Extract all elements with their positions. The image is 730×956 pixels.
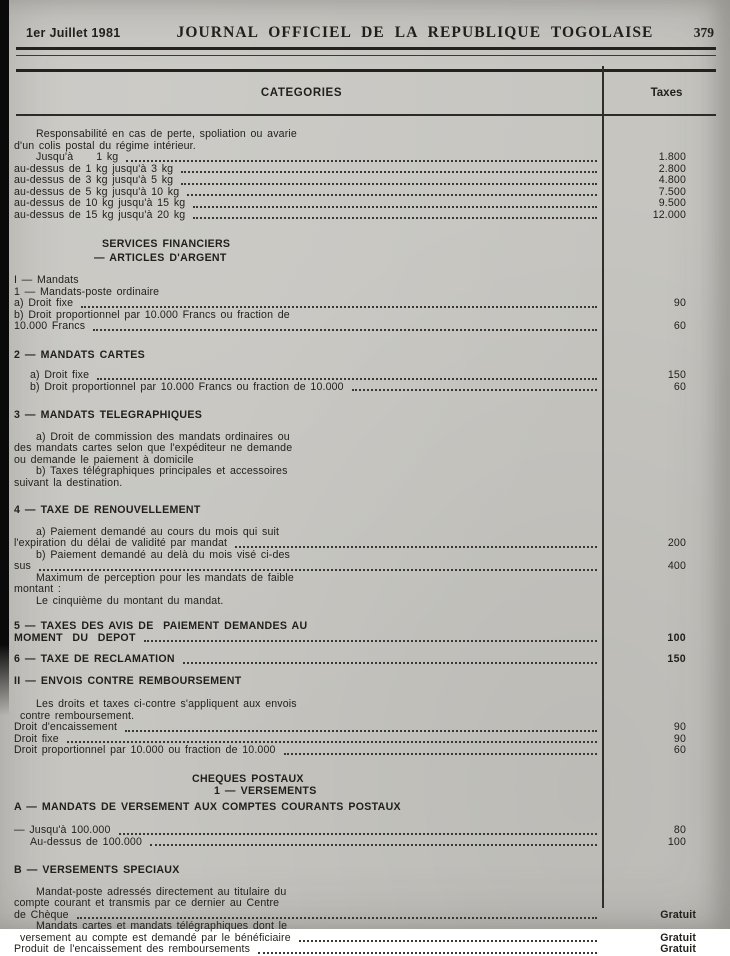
masthead-rule: [16, 47, 716, 56]
table-row: [0, 745, 730, 757]
table-row: [0, 321, 730, 333]
row-text: 1 — Mandats-poste ordinaire: [14, 285, 160, 298]
row-value: 9.500: [658, 197, 686, 209]
row-value: 80: [673, 824, 686, 836]
row-value: 60: [673, 744, 686, 756]
row-text: 5 — TAXES DES AVIS DE PAIEMENT DEMANDES AU: [14, 620, 308, 632]
table-row: [0, 298, 730, 310]
row-text: d'un colis postal du régime intérieur.: [14, 139, 196, 152]
table-row: [0, 370, 730, 382]
row-text: suivant la destination.: [14, 476, 123, 489]
row-text: Responsabilité en cas de perte, spoliation ou avarie: [36, 128, 297, 140]
row-value: 100: [667, 631, 686, 644]
table-row: [0, 466, 730, 478]
row-text: Droit fixe: [14, 732, 59, 745]
row-value: 90: [673, 721, 686, 733]
dotted-leader: [144, 640, 597, 642]
row-value: 90: [673, 297, 686, 309]
dotted-leader: [193, 217, 597, 219]
row-text: Maximum de perception pour les mandats de faible: [36, 571, 294, 584]
page-header: [0, 0, 730, 42]
table-row: [0, 505, 730, 517]
row-text: — ARTICLES D'ARGENT: [94, 251, 227, 264]
row-text: Droit proportionnel par 10.000 ou fraction de 10.000: [14, 744, 276, 756]
row-text: Mandat-poste adressés directement au titulaire du: [36, 885, 287, 898]
row-value: 150: [667, 653, 686, 665]
table-row: [0, 410, 730, 422]
row-text: Les droits et taxes ci-contre s'appliquent aux envois: [36, 698, 297, 710]
row-text: l'expiration du délai de validité par mandat: [14, 537, 228, 549]
table-row: [0, 837, 730, 849]
row-text: MOMENT DU DEPOT: [14, 631, 136, 644]
table-row: [0, 443, 730, 455]
dotted-leader: [258, 952, 597, 954]
dotted-leader: [352, 389, 597, 391]
row-text: compte courant et transmis par ce dernier au Centre: [14, 897, 280, 909]
row-value: 90: [673, 732, 686, 745]
dotted-leader: [81, 306, 597, 308]
table-row: [0, 382, 730, 394]
row-text: Jusqu'à 1 kg: [36, 151, 119, 163]
scan-gutter: [0, 0, 9, 716]
column-divider: [602, 66, 604, 908]
row-text: b) Droit proportionnel par 10.000 Francs ou fraction de: [14, 308, 290, 321]
row-text: II — ENVOIS CONTRE REMBOURSEMENT: [14, 674, 242, 687]
dotted-leader: [181, 183, 597, 185]
row-value: 60: [673, 380, 686, 393]
table-row: [0, 944, 730, 956]
row-text: B — VERSEMENTS SPECIAUX: [14, 864, 180, 876]
table-body: [0, 116, 730, 956]
row-text: ou demande le paiement à domicile: [14, 453, 194, 466]
row-value: 1.800: [658, 151, 686, 163]
row-text: contre remboursement.: [20, 709, 135, 722]
row-text: Mandats cartes et mandats télégraphiques dont le: [36, 920, 288, 932]
row-value: Gratuit: [660, 943, 696, 955]
row-text: au-dessus de 3 kg jusqu'à 5 kg: [14, 174, 174, 186]
row-text: b) Taxes télégraphiques principales et accessoires: [36, 465, 288, 477]
table-row: [0, 478, 730, 490]
dotted-leader: [150, 844, 597, 846]
table-row: [0, 198, 730, 210]
row-text: de Chèque: [14, 908, 69, 921]
dotted-leader: [126, 160, 597, 162]
table-row: [0, 802, 730, 814]
row-text: a) Droit de commission des mandats ordinaires ou: [36, 430, 290, 443]
table-row: [0, 633, 730, 645]
table-row: [0, 921, 730, 933]
row-text: 6 — TAXE DE RECLAMATION: [14, 653, 175, 665]
row-text: versement au compte est demandé par le bénéficiaire: [20, 931, 291, 944]
categories-column-header: CATEGORIES: [260, 87, 343, 99]
row-text: a) Droit fixe: [30, 369, 90, 381]
row-text: sus: [14, 560, 31, 572]
table-row: [0, 210, 730, 222]
row-value: 200: [667, 537, 686, 549]
table-row: [0, 786, 730, 798]
row-value: Gratuit: [660, 931, 696, 944]
row-text: 4 — TAXE DE RENOUVELLEMENT: [14, 504, 201, 516]
dotted-leader: [125, 730, 597, 732]
table-column-headers: [0, 72, 730, 114]
row-text: a) Droit fixe: [14, 297, 74, 309]
row-text: au-dessus de 5 kg jusqu'à 10 kg: [14, 185, 180, 198]
row-text: b) Droit proportionnel par 10.000 Francs ou fraction de 10.000: [30, 380, 344, 393]
table-row: [0, 561, 730, 573]
row-text: au-dessus de 15 kg jusqu'à 20 kg: [14, 208, 186, 221]
dotted-leader: [93, 329, 597, 331]
row-text: 10.000 Francs: [14, 320, 86, 332]
dotted-leader: [39, 569, 597, 571]
table-row: [0, 175, 730, 187]
table-row: [0, 699, 730, 711]
row-value: 4.800: [658, 174, 686, 186]
table-row: [0, 310, 730, 322]
row-text: au-dessus de 1 kg jusqu'à 3 kg: [14, 162, 174, 175]
table-row: [0, 774, 730, 786]
table-row: [0, 275, 730, 287]
row-text: Droit d'encaissement: [14, 721, 118, 733]
table-row: [0, 129, 730, 141]
row-text: 2 — MANDATS CARTES: [14, 348, 145, 361]
row-value: 12.000: [652, 208, 686, 221]
row-value: 2.800: [658, 162, 686, 175]
dotted-leader: [97, 378, 597, 380]
table-row: [0, 621, 730, 633]
table-row: [0, 538, 730, 550]
row-text: Le cinquième du montant du mandat.: [36, 594, 224, 607]
table-row: [0, 865, 730, 877]
issue-date: 1er Juillet 1981: [26, 26, 121, 40]
journal-title: JOURNAL OFFICIEL DE LA REPUBLIQUE TOGOLAISE: [176, 24, 654, 41]
dotted-leader: [183, 662, 597, 664]
dotted-leader: [235, 546, 597, 548]
row-value: 60: [673, 320, 686, 332]
row-text: au-dessus de 10 kg jusqu'à 15 kg: [14, 197, 186, 209]
table-row: [0, 722, 730, 734]
table-row: [0, 253, 730, 265]
row-value: 100: [667, 835, 686, 848]
row-text: b) Paiement demandé au delà du mois visé ci-des: [36, 548, 291, 561]
table-row: [0, 596, 730, 608]
row-text: I — Mandats: [14, 274, 79, 286]
table-row: [0, 350, 730, 362]
table-row: [0, 287, 730, 299]
row-value: 7.500: [658, 185, 686, 198]
row-text: CHEQUES POSTAUX: [192, 772, 304, 785]
row-text: SERVICES FINANCIERS: [102, 238, 231, 250]
dotted-leader: [299, 940, 597, 942]
dotted-leader: [284, 753, 597, 755]
row-text: Au-dessus de 100.000: [30, 835, 143, 848]
row-value: Gratuit: [660, 908, 696, 921]
row-value: 150: [667, 369, 686, 381]
table-row: [0, 152, 730, 164]
dotted-leader: [181, 171, 597, 173]
dotted-leader: [67, 741, 597, 743]
row-text: 1 — VERSEMENTS: [214, 785, 317, 797]
taxes-column-header: Taxes: [650, 87, 683, 99]
table-row: [0, 573, 730, 585]
table-row: [0, 654, 730, 666]
dotted-leader: [187, 194, 597, 196]
row-text: Produit de l'encaissement des remboursements: [14, 943, 251, 955]
row-text: montant :: [14, 583, 62, 595]
table-row: [0, 825, 730, 837]
table-row: [0, 239, 730, 251]
dotted-leader: [193, 206, 597, 208]
row-text: a) Paiement demandé au cours du mois qui suit: [36, 525, 280, 538]
dotted-leader: [77, 917, 597, 919]
table-row: [0, 550, 730, 562]
page-number: 379: [693, 25, 714, 40]
row-value: 400: [667, 560, 686, 572]
table-row: [0, 898, 730, 910]
row-text: A — MANDATS DE VERSEMENT AUX COMPTES COURANTS POSTAUX: [14, 800, 401, 813]
table-row: [0, 584, 730, 596]
table-row: [0, 676, 730, 688]
row-text: des mandats cartes selon que l'expéditeur ne demande: [14, 442, 293, 454]
row-text: — Jusqu'à 100.000: [14, 824, 111, 836]
dotted-leader: [119, 833, 597, 835]
row-text: 3 — MANDATS TELEGRAPHIQUES: [14, 409, 203, 421]
